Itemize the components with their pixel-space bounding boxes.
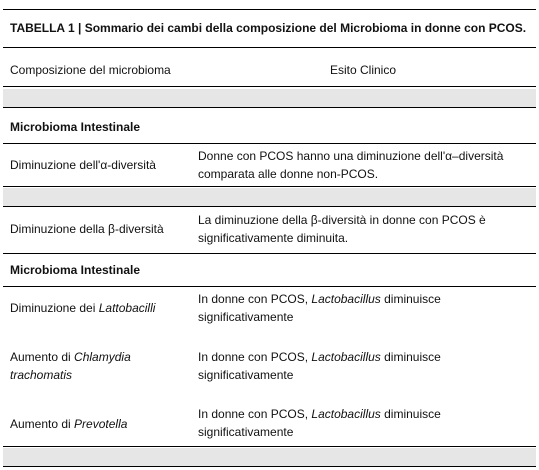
row-alpha-composition: Diminuzione dell'α-diversità	[10, 158, 156, 172]
shaded-band	[3, 448, 536, 466]
shaded-band	[3, 188, 536, 206]
bottom-rule	[3, 466, 536, 467]
header-clinical-outcome: Esito Clinico	[330, 63, 397, 77]
row-prevotella-outcome-line1: In donne con PCOS, Lactobacillus diminuisce	[198, 407, 441, 421]
row-rule	[3, 186, 536, 187]
row-chlamydia-composition-line1: Aumento di Chlamydia	[10, 350, 131, 364]
row-prevotella-composition: Aumento di Prevotella	[10, 417, 128, 431]
section-rule	[3, 286, 536, 287]
row-prevotella-outcome-line2: significativamente	[198, 425, 294, 439]
section-rule	[3, 143, 536, 144]
header-composition: Composizione del microbioma	[10, 63, 171, 77]
row-beta-outcome-line1: La diminuzione della β-diversità in donne con PCOS è	[198, 213, 486, 227]
row-alpha-outcome-line1: Donne con PCOS hanno una diminuzione dell'α–diversità	[198, 149, 504, 163]
row-beta-outcome-line2: significativamente diminuita.	[198, 231, 349, 245]
row-lattobacilli-outcome-line2: significativamente	[198, 310, 294, 324]
row-chlamydia-outcome-line1: In donne con PCOS, Lactobacillus diminuisce	[198, 350, 441, 364]
bottom-band-rule	[3, 446, 536, 447]
row-beta-composition: Diminuzione della β-diversità	[10, 222, 164, 236]
band-rule	[3, 107, 536, 108]
row-chlamydia-outcome-line2: significativamente	[198, 368, 294, 382]
band-rule	[3, 206, 536, 207]
section-heading-intestinal: Microbioma Intestinale	[10, 263, 141, 277]
table-title: TABELLA 1 | Sommario dei cambi della composizione del Microbioma in donne con PCOS.	[10, 21, 527, 35]
row-chlamydia-composition-line2: trachomatis	[10, 368, 73, 382]
row-lattobacilli-outcome-line1: In donne con PCOS, Lactobacillus diminuisce	[198, 292, 441, 306]
section-heading-intestinal: Microbioma Intestinale	[10, 120, 141, 134]
title-rule	[3, 47, 536, 48]
shaded-band	[3, 89, 536, 107]
row-rule	[3, 253, 536, 254]
row-alpha-outcome-line2: comparata alle donne non-PCOS.	[198, 167, 379, 181]
row-lattobacilli-composition: Diminuzione dei Lattobacilli	[10, 301, 156, 315]
header-rule	[3, 86, 536, 87]
top-rule	[3, 9, 536, 10]
